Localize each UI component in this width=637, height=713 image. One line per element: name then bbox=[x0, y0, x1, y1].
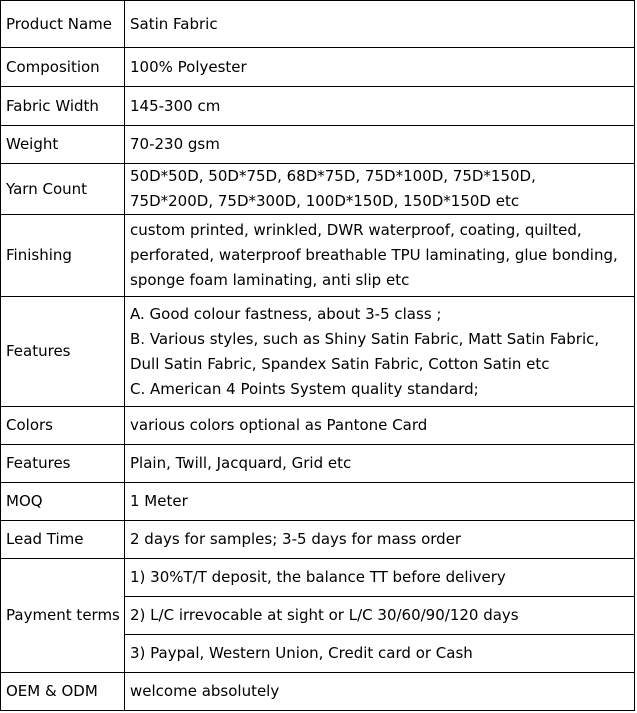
row-label: OEM & ODM bbox=[1, 673, 125, 711]
value-line: sponge foam laminating, anti slip etc bbox=[130, 271, 410, 289]
row-value: 100% Polyester bbox=[125, 48, 635, 87]
value-line: custom printed, wrinkled, DWR waterproof, coating, quilted, bbox=[130, 221, 582, 239]
row-value: 145-300 cm bbox=[125, 87, 635, 126]
value-line: A. Good colour fastness, about 3-5 class ; bbox=[130, 304, 442, 323]
row-value: welcome absolutely bbox=[125, 673, 635, 711]
row-label: Yarn Count bbox=[1, 164, 125, 215]
row-label: Composition bbox=[1, 48, 125, 87]
row-value: Satin Fabric bbox=[125, 1, 635, 48]
table-row bbox=[1, 215, 635, 297]
row-label: Colors bbox=[1, 407, 125, 445]
table-row bbox=[1, 445, 635, 483]
row-value bbox=[125, 297, 635, 407]
value-line: Dull Satin Fabric, Spandex Satin Fabric, Cotton Satin etc bbox=[130, 354, 550, 373]
row-value: 1) 30%T/T deposit, the balance TT before delivery bbox=[125, 559, 635, 597]
value-line: perforated, waterproof breathable TPU laminating, glue bonding, bbox=[130, 246, 618, 264]
table-row bbox=[1, 483, 635, 521]
row-label: MOQ bbox=[1, 483, 125, 521]
row-value: 2 days for samples; 3-5 days for mass order bbox=[125, 521, 635, 559]
value-line: B. Various styles, such as Shiny Satin Fabric, Matt Satin Fabric, bbox=[130, 329, 600, 348]
value-line: 50D*50D, 50D*75D, 68D*75D, 75D*100D, 75D*150D, bbox=[130, 167, 536, 185]
table-row bbox=[1, 521, 635, 559]
row-value: 70-230 gsm bbox=[125, 126, 635, 164]
row-value: various colors optional as Pantone Card bbox=[125, 407, 635, 445]
row-value bbox=[125, 215, 635, 297]
row-value: 2) L/C irrevocable at sight or L/C 30/60/90/120 days bbox=[125, 597, 635, 635]
row-label: Finishing bbox=[1, 215, 125, 297]
table-row bbox=[1, 87, 635, 126]
table-row bbox=[1, 48, 635, 87]
table-row bbox=[1, 407, 635, 445]
row-value: 3) Paypal, Western Union, Credit card or Cash bbox=[125, 635, 635, 673]
table-row bbox=[1, 164, 635, 215]
row-value bbox=[125, 164, 635, 215]
row-label: Features bbox=[1, 445, 125, 483]
table-row bbox=[1, 559, 635, 597]
value-line: 75D*200D, 75D*300D, 100D*150D, 150D*150D etc bbox=[130, 192, 520, 210]
row-label: Weight bbox=[1, 126, 125, 164]
table-row bbox=[1, 126, 635, 164]
table-row bbox=[1, 1, 635, 48]
row-label: Payment terms bbox=[1, 559, 125, 673]
value-line: C. American 4 Points System quality standard; bbox=[130, 379, 479, 398]
row-value: 1 Meter bbox=[125, 483, 635, 521]
row-label: Product Name bbox=[1, 1, 125, 48]
row-label: Fabric Width bbox=[1, 87, 125, 126]
table-row bbox=[1, 673, 635, 711]
row-label: Lead Time bbox=[1, 521, 125, 559]
table-row bbox=[1, 297, 635, 407]
row-value: Plain, Twill, Jacquard, Grid etc bbox=[125, 445, 635, 483]
row-label: Features bbox=[1, 297, 125, 407]
